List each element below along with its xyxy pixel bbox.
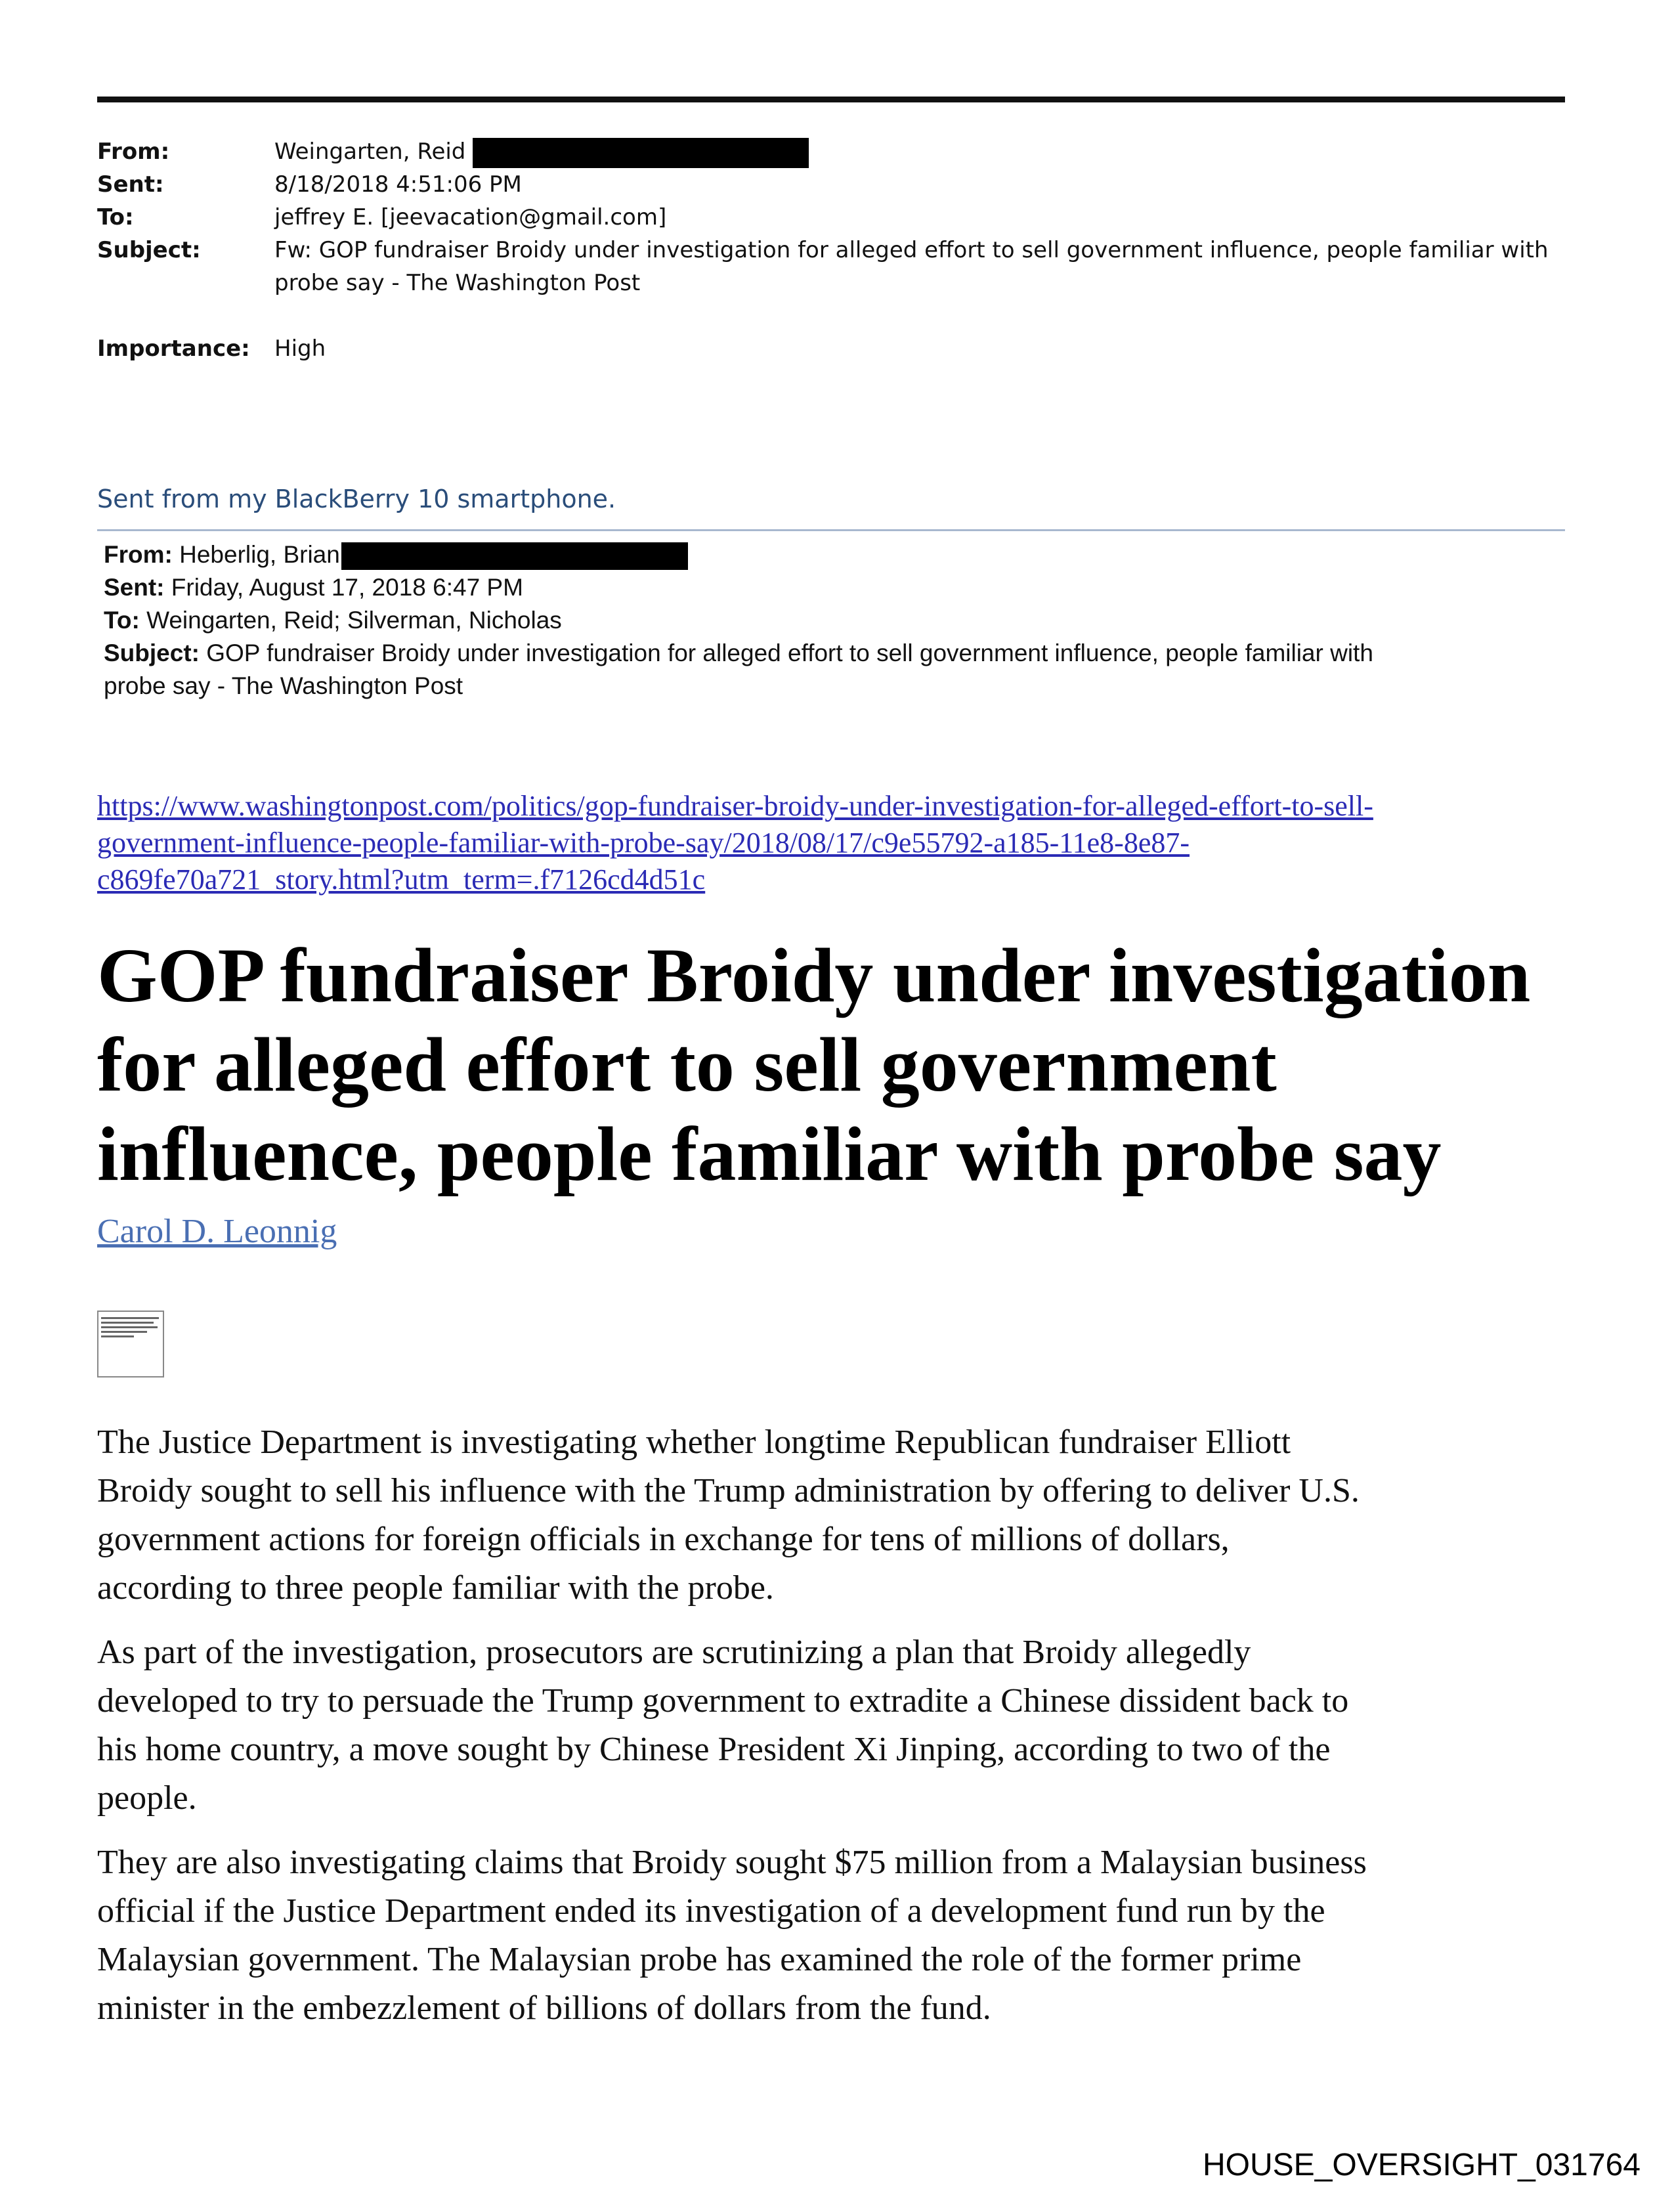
mobile-signature: Sent from my BlackBerry 10 smartphone. [97, 485, 616, 513]
from-value: Heberlig, Brian [179, 541, 340, 568]
bates-number: HOUSE_OVERSIGHT_031764 [1203, 2148, 1641, 2182]
article-paragraph [97, 1628, 1581, 1823]
importance-label: Importance: [97, 336, 250, 362]
paragraph-line: official if the Justice Department ended its investigation of a development fund run by the [97, 1892, 1325, 1930]
from-label: From: [104, 541, 173, 568]
sent-value: Friday, August 17, 2018 6:47 PM [171, 574, 523, 601]
original-to-row [104, 604, 1568, 637]
original-sent-row [104, 571, 1568, 604]
paragraph-line: They are also investigating claims that Broidy sought $75 million from a Malaysian business [97, 1844, 1367, 1881]
article-paragraph [97, 1838, 1581, 2033]
article-link-line[interactable]: government-influence-people-familiar-with-probe-say/2018/08/17/c9e55792-a185-11e8-8e87- [97, 827, 1190, 859]
sent-value: 8/18/2018 4:51:06 PM [274, 171, 522, 198]
from-value: Weingarten, Reid [274, 139, 466, 165]
to-value: Weingarten, Reid; Silverman, Nicholas [146, 607, 562, 634]
to-label: To: [97, 204, 134, 230]
subject-label: Subject: [97, 237, 201, 263]
to-value: jeffrey E. [jeevacation@gmail.com] [274, 204, 667, 230]
paragraph-line: according to three people familiar with the probe. [97, 1569, 774, 1607]
image-placeholder-icon [97, 1311, 164, 1377]
headline-line: GOP fundraiser Broidy under investigation [97, 932, 1531, 1018]
author-link[interactable]: Carol D. Leonnig [97, 1213, 337, 1250]
article-link[interactable] [97, 788, 1568, 898]
sent-label: Sent: [97, 171, 164, 198]
subject-label: Subject: [104, 640, 200, 666]
paragraph-line: government actions for foreign officials in exchange for tens of millions of dollars, [97, 1521, 1230, 1558]
article-link-line[interactable]: https://www.washingtonpost.com/politics/gop-fundraiser-broidy-under-investigation-for-alleged-effort-to-sell- [97, 790, 1373, 822]
subject-line: probe say - The Washington Post [274, 270, 641, 296]
subject-line: GOP fundraiser Broidy under investigation for alleged effort to sell government influence, people familiar with [206, 640, 1373, 666]
paragraph-line: developed to try to persuade the Trump government to extradite a Chinese dissident back to [97, 1682, 1349, 1720]
subject-line: Fw: GOP fundraiser Broidy under investigation for alleged effort to sell government influence, people familiar with [274, 237, 1549, 263]
header-separator [97, 529, 1565, 531]
original-subject-row [104, 637, 1568, 703]
article-headline [97, 931, 1581, 1199]
article-link-line[interactable]: c869fe70a721_story.html?utm_term=.f7126cd4d51c [97, 863, 706, 896]
importance-value: High [274, 336, 326, 362]
top-rule [97, 97, 1565, 102]
sent-label: Sent: [104, 574, 165, 601]
paragraph-line: Broidy sought to sell his influence with the Trump administration by offering to deliver U.S. [97, 1472, 1360, 1509]
redaction-box [341, 542, 688, 570]
article-paragraph [97, 1418, 1581, 1613]
original-from-row [104, 538, 1568, 571]
to-label: To: [104, 607, 140, 634]
headline-line: for alleged effort to sell government [97, 1022, 1277, 1108]
redaction-box [473, 138, 809, 168]
paragraph-line: The Justice Department is investigating whether longtime Republican fundraiser Elliott [97, 1423, 1291, 1461]
from-label: From: [97, 139, 170, 165]
subject-line: probe say - The Washington Post [104, 672, 463, 699]
paragraph-line: minister in the embezzlement of billions of dollars from the fund. [97, 1989, 991, 2027]
paragraph-line: his home country, a move sought by Chinese President Xi Jinping, according to two of the [97, 1731, 1331, 1768]
paragraph-line: As part of the investigation, prosecutors are scrutinizing a plan that Broidy allegedly [97, 1634, 1251, 1671]
paragraph-line: Malaysian government. The Malaysian probe has examined the role of the former prime [97, 1941, 1302, 1978]
paragraph-line: people. [97, 1779, 197, 1817]
headline-line: influence, people familiar with probe say [97, 1111, 1442, 1197]
